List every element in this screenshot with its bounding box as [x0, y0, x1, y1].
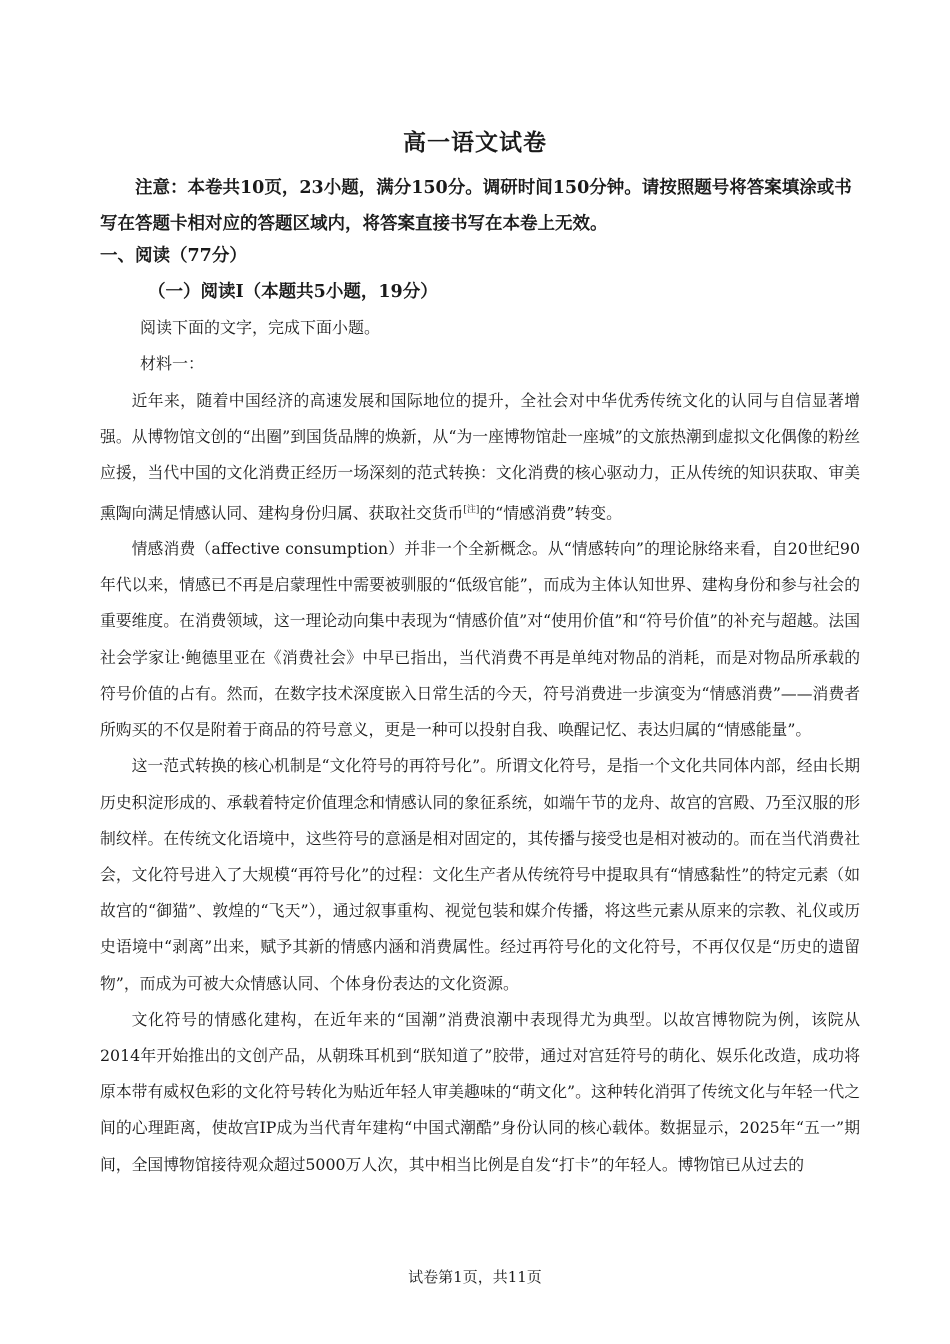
passage-body [100, 383, 860, 1183]
reading-instruction: 阅读下面的文字，完成下面小题。 [140, 318, 381, 337]
page-title: 高一语文试卷 [403, 129, 547, 156]
footnote-marker: [注] [463, 504, 480, 515]
passage-paragraph-1 [100, 383, 860, 531]
paragraph-1-text-end: 的“情感消费”转变。 [479, 502, 622, 522]
paragraph-1-text: 近年来，随着中国经济的高速发展和国际地位的提升，全社会对中华优秀传统文化的认同与自信显著增强。从博物馆文创的“出圈”到国货品牌的焕新，从“为一座博物馆赴一座城”的文旅热潮到虚拟文化偶像的粉丝应援，当代中国的文化消费正经历一场深刻的范式转换：文化消费的核心驱动力，正从传统的知识获取、审美熏陶向满足情感认同、建构身份归属、获取社交货币 [100, 391, 860, 522]
subsection-heading: （一）阅读I（本题共5小题，19分） [148, 282, 438, 302]
page-footer: 试卷第1页，共11页 [408, 1268, 542, 1286]
material-label: 材料一： [140, 354, 205, 373]
passage-paragraph-2: 情感消费（affective consumption）并非一个全新概念。从“情感转向”的理论脉络来看，自20世纪90年代以来，情感已不再是启蒙理性中需要被驯服的“低级官能”，而成为主体认知世界、建构身份和参与社会的重要维度。在消费领域，这一理论动向集中表现为“情感价值”对“使用价值”和“符号价值”的补充与超越。法国社会学家让·鲍德里亚在《消费社会》中早已指出，当代消费不再是单纯对物品的消耗，而是对物品所承载的符号价值的占有。然而，在数字技术深度嵌入日常生活的今天，符号消费进一步演变为“情感消费”——消费者所购买的不仅是附着于商品的符号意义，更是一种可以投射自我、唤醒记忆、表达归属的“情感能量”。 [100, 539, 860, 740]
exam-notice: 注意：本卷共10页，23小题，满分150分。调研时间150分钟。请按照题号将答案填涂或书写在答题卡相对应的答题区域内，将答案直接书写在本卷上无效。 [100, 178, 852, 234]
passage-paragraph-3: 这一范式转换的核心机制是“文化符号的再符号化”。所谓文化符号，是指一个文化共同体内部，经由长期历史积淀形成的、承载着特定价值理念和情感认同的象征系统，如端午节的龙舟、故宫的宫殿、乃至汉服的形制纹样。在传统文化语境中，这些符号的意涵是相对固定的，其传播与接受也是相对被动的。而在当代消费社会，文化符号进入了大规模“再符号化”的过程：文化生产者从传统符号中提取具有“情感黏性”的特定元素（如故宫的“御猫”、敦煌的“飞天”），通过叙事重构、视觉包装和媒介传播，将这些元素从原来的宗教、礼仪或历史语境中“剥离”出来，赋予其新的情感内涵和消费属性。经过再符号化的文化符号，不再仅仅是“历史的遗留物”，而成为可被大众情感认同、个体身份表达的文化资源。 [100, 756, 860, 993]
section-heading: 一、阅读（77分） [100, 246, 247, 266]
passage-paragraph-4: 文化符号的情感化建构，在近年来的“国潮”消费浪潮中表现得尤为典型。以故宫博物院为例，该院从2014年开始推出的文创产品，从朝珠耳机到“朕知道了”胶带，通过对宫廷符号的萌化、娱乐化改造，成功将原本带有威权色彩的文化符号转化为贴近年轻人审美趣味的“萌文化”。这种转化消弭了传统文化与年轻一代之间的心理距离，使故宫IP成为当代青年建构“中国式潮酷”身份认同的核心载体。数据显示，2025年“五一”期间，全国博物馆接待观众超过5000万人次，其中相当比例是自发“打卡”的年轻人。博物馆已从过去的 [100, 1009, 860, 1174]
